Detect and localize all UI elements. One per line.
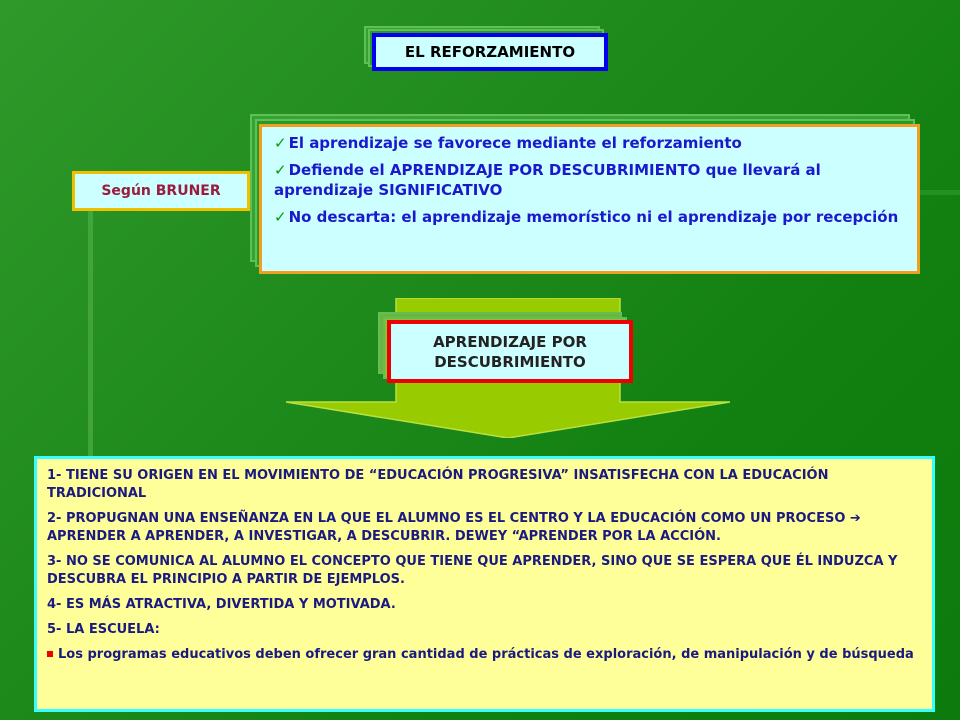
point-4: 4- ES MÁS ATRACTIVA, DIVERTIDA Y MOTIVADA. bbox=[47, 597, 396, 612]
point-5: 5- LA ESCUELA: bbox=[47, 622, 160, 637]
author-label-box bbox=[72, 171, 250, 211]
square-bullet-icon bbox=[47, 651, 53, 657]
sub-point-text: Los programas educativos deben ofrecer gran cantidad de prácticas de exploración, de manipulación y de búsqueda bbox=[58, 647, 914, 662]
check-icon: ✓ bbox=[274, 134, 287, 152]
sub-point bbox=[47, 646, 922, 664]
intro-item-text: No descarta: el aprendizaje memorístico ni el aprendizaje por recepción bbox=[288, 208, 899, 226]
point-3: 3- NO SE COMUNICA AL ALUMNO EL CONCEPTO QUE TIENE QUE APRENDER, SINO QUE SE ESPERA QUE ÉL INDUZCA Y DESCUBRA EL PRINCIPIO A PARTIR DE EJEMPLOS. bbox=[47, 554, 898, 587]
slide-title bbox=[372, 33, 608, 71]
section-heading-line2: DESCUBRIMIENTO bbox=[434, 352, 586, 371]
section-heading bbox=[387, 320, 633, 383]
section-heading-line1: APRENDIZAJE POR bbox=[433, 332, 587, 351]
check-icon: ✓ bbox=[274, 208, 287, 226]
point-1: 1- TIENE SU ORIGEN EN EL MOVIMIENTO DE “EDUCACIÓN PROGRESIVA” INSATISFECHA CON LA EDUCACIÓN TRADICIONAL bbox=[47, 468, 829, 501]
intro-item-text: El aprendizaje se favorece mediante el reforzamiento bbox=[288, 134, 742, 152]
intro-item bbox=[274, 207, 909, 227]
check-icon: ✓ bbox=[274, 161, 287, 179]
point-2-text-b: APRENDER A APRENDER, A INVESTIGAR, A DESCUBRIR. DEWEY “APRENDER POR LA ACCIÓN. bbox=[47, 529, 721, 544]
right-arrow-icon: ➔ bbox=[849, 511, 861, 526]
intro-item bbox=[274, 160, 909, 200]
author-label: Según BRUNER bbox=[101, 183, 221, 199]
point-2 bbox=[47, 510, 922, 546]
point-2-text-a: 2- PROPUGNAN UNA ENSEÑANZA EN LA QUE EL ALUMNO ES EL CENTRO Y LA EDUCACIÓN COMO UN PROCESO bbox=[47, 511, 846, 526]
intro-box bbox=[259, 124, 920, 274]
intro-item bbox=[274, 133, 909, 153]
slide-title-text: EL REFORZAMIENTO bbox=[404, 43, 576, 61]
intro-item-text: Defiende el APRENDIZAJE POR DESCUBRIMIENTO que llevará al aprendizaje SIGNIFICATIVO bbox=[274, 161, 821, 199]
points-box bbox=[34, 456, 935, 712]
